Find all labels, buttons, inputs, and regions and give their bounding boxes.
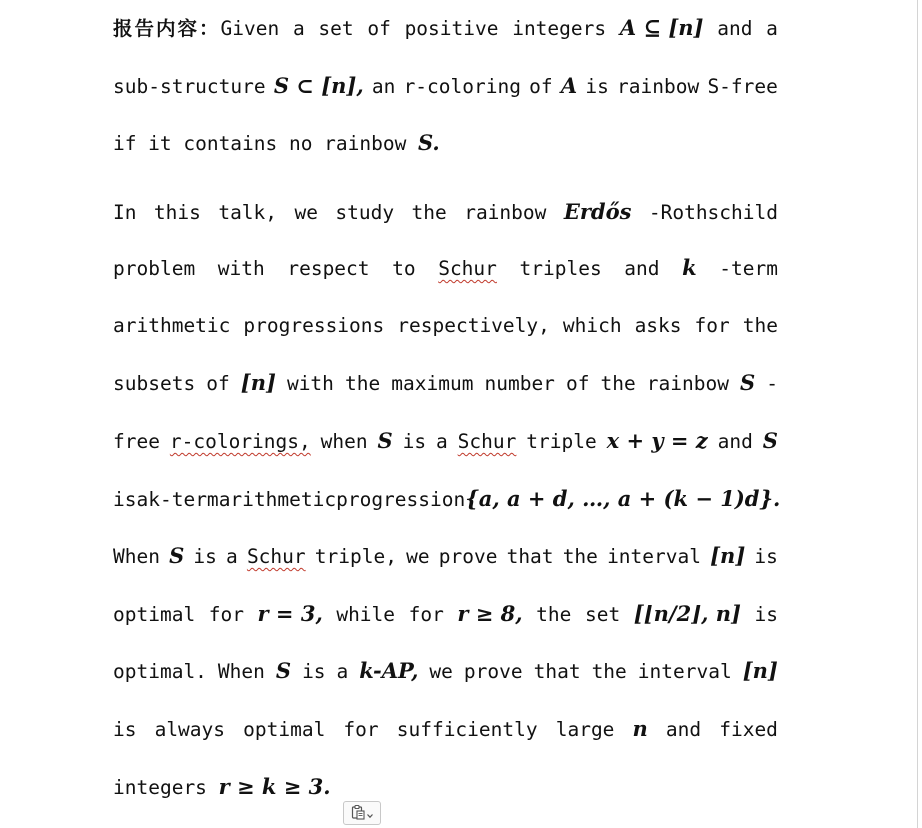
text-segment: subsets	[113, 372, 196, 395]
text-segment: -term	[719, 257, 778, 280]
text-segment: is	[585, 75, 609, 98]
text-segment: interval	[637, 660, 732, 683]
heading-label: 报告内容：	[113, 17, 221, 40]
text-segment: rainbow	[324, 132, 407, 155]
text-segment: sufficiently	[396, 718, 538, 741]
text-segment: arithmetic	[113, 314, 231, 337]
text-segment: and	[717, 430, 753, 453]
text-segment: a	[436, 430, 448, 453]
text-segment: A	[560, 73, 578, 98]
text-segment: S	[740, 370, 756, 395]
math-inline: [⌊n/2⌋, n]	[633, 601, 741, 626]
text-segment: an	[371, 75, 396, 98]
text-segment: fixed	[719, 718, 778, 741]
text-segment: that	[533, 660, 581, 683]
text-segment: rainbow	[617, 75, 700, 98]
text-line	[113, 368, 778, 398]
text-segment: is	[113, 718, 137, 741]
text-segment: while	[336, 603, 396, 626]
text-segment: r-coloring	[403, 75, 521, 98]
text-segment: When	[217, 660, 265, 683]
text-segment: -	[766, 372, 778, 395]
text-segment: is	[193, 545, 217, 568]
text-segment: S	[377, 428, 393, 453]
text-segment: S	[169, 543, 185, 568]
text-segment: is	[754, 603, 778, 626]
text-segment: S.	[418, 130, 440, 155]
text-segment: number	[484, 372, 555, 395]
text-segment: prove	[438, 545, 498, 568]
text-segment: if	[113, 132, 137, 155]
text-segment: free	[113, 430, 160, 453]
text-segment: of	[367, 17, 391, 40]
text-segment: rainbow	[464, 201, 547, 224]
text-segment: triple,	[314, 545, 397, 568]
text-segment: and	[665, 718, 702, 741]
text-segment: k	[682, 255, 697, 280]
text-segment: k-AP,	[359, 658, 419, 683]
text-segment: a	[766, 17, 778, 40]
text-segment: is	[402, 430, 427, 453]
chevron-down-icon	[366, 802, 374, 825]
math-inline: x + y = z	[606, 428, 708, 453]
text-segment: rainbow	[646, 372, 729, 395]
text-segment: set	[318, 17, 354, 40]
text-segment: for	[343, 718, 379, 741]
math-inline: S ⊂ [n],	[273, 73, 364, 98]
text-segment: asks	[634, 314, 682, 337]
text-segment: of	[206, 372, 230, 395]
text-segment: S	[762, 428, 778, 453]
text-segment: [n]	[710, 543, 746, 568]
text-segment: contains	[183, 132, 278, 155]
math-inline: r ≥ k ≥ 3.	[218, 774, 331, 799]
text-segment: When	[113, 545, 160, 568]
text-segment: for	[694, 314, 730, 337]
text-segment: problem	[113, 257, 196, 280]
text-segment: which	[562, 314, 622, 337]
text-segment: interval	[607, 545, 701, 568]
text-segment: optimal	[243, 718, 326, 741]
text-segment: is	[302, 660, 326, 683]
clipboard-icon	[350, 802, 366, 825]
text-segment: it	[148, 132, 172, 155]
text-segment: and	[624, 257, 660, 280]
text-segment: optimal.	[113, 660, 207, 683]
text-segment: study	[335, 201, 395, 224]
text-segment: integers	[113, 776, 207, 799]
text-line	[113, 253, 778, 283]
text-line	[113, 13, 778, 43]
text-segment: talk,	[218, 201, 278, 224]
text-segment: this	[153, 201, 201, 224]
text-segment: the	[562, 545, 598, 568]
math-inline: r = 3,	[257, 601, 323, 626]
text-segment: 报告内容：Given	[113, 17, 280, 40]
spellcheck-word[interactable]: Schur	[438, 257, 497, 280]
text-segment: and	[717, 17, 753, 40]
text-segment: In	[113, 201, 137, 224]
text-segment: triple	[526, 430, 597, 453]
text-segment: respectively,	[397, 314, 550, 337]
text-segment: we	[406, 545, 430, 568]
text-segment: k-term	[148, 488, 219, 511]
text-segment: of	[529, 75, 553, 98]
text-segment: for	[408, 603, 444, 626]
text-segment: prove	[463, 660, 523, 683]
text-segment: large	[555, 718, 615, 741]
text-segment: a	[292, 17, 305, 40]
text-segment: the	[600, 372, 636, 395]
text-segment: set	[584, 603, 621, 626]
text-line	[113, 426, 778, 456]
text-line	[113, 772, 778, 802]
text-segment: triples	[519, 257, 602, 280]
text-segment: sub-structure	[113, 75, 266, 98]
text-line	[113, 714, 778, 744]
text-segment: is	[113, 488, 137, 511]
spellcheck-word[interactable]: Schur	[457, 430, 517, 453]
text-segment: that	[506, 545, 554, 568]
text-segment: respect	[287, 257, 370, 280]
text-line	[113, 197, 778, 227]
text-segment: to	[392, 257, 416, 280]
text-segment: progression	[336, 488, 466, 511]
text-segment: we	[429, 660, 453, 683]
math-inline: A ⊆ [n]	[619, 15, 704, 40]
text-line	[113, 599, 778, 629]
text-line	[113, 311, 778, 341]
text-segment: n	[632, 716, 648, 741]
text-segment: [n]	[240, 370, 276, 395]
text-segment: the	[591, 660, 627, 683]
text-segment: the	[536, 603, 572, 626]
text-segment: we	[294, 201, 318, 224]
erdos-name: Erdős	[563, 199, 632, 224]
text-segment: S-free	[707, 75, 778, 98]
text-segment: optimal	[113, 603, 196, 626]
text-segment: a	[136, 488, 149, 511]
text-segment: for	[208, 603, 244, 626]
text-segment: no	[288, 132, 313, 155]
page-edge	[917, 0, 918, 828]
text-line	[113, 484, 781, 514]
text-segment: with	[217, 257, 265, 280]
text-line	[113, 656, 778, 686]
text-segment: maximum	[391, 372, 474, 395]
text-segment: -Rothschild	[648, 201, 778, 224]
text-segment: when	[320, 430, 368, 453]
paste-options-button[interactable]	[343, 801, 381, 825]
text-segment: a	[226, 545, 238, 568]
text-segment: with	[286, 372, 334, 395]
text-line	[113, 71, 778, 101]
text-segment: the	[344, 372, 381, 395]
text-segment: of	[565, 372, 590, 395]
text-segment: a	[336, 660, 349, 683]
text-segment: always	[154, 718, 226, 741]
text-line	[113, 541, 778, 571]
text-segment: the	[742, 314, 778, 337]
text-segment: positive	[404, 17, 499, 40]
text-line	[113, 128, 778, 158]
math-inline: {a, a + d, …, a + (k − 1)d}.	[465, 486, 781, 511]
math-inline: r ≥ 8,	[457, 601, 523, 626]
text-segment: the	[411, 201, 447, 224]
text-segment: arithmetic	[218, 488, 337, 511]
text-segment: integers	[512, 17, 607, 40]
text-segment: progressions	[243, 314, 385, 337]
spellcheck-word[interactable]: r-colorings,	[169, 430, 311, 453]
text-segment: S	[275, 658, 292, 683]
text-segment: [n]	[742, 658, 778, 683]
text-segment: is	[754, 545, 778, 568]
spellcheck-word[interactable]: Schur	[246, 545, 306, 568]
